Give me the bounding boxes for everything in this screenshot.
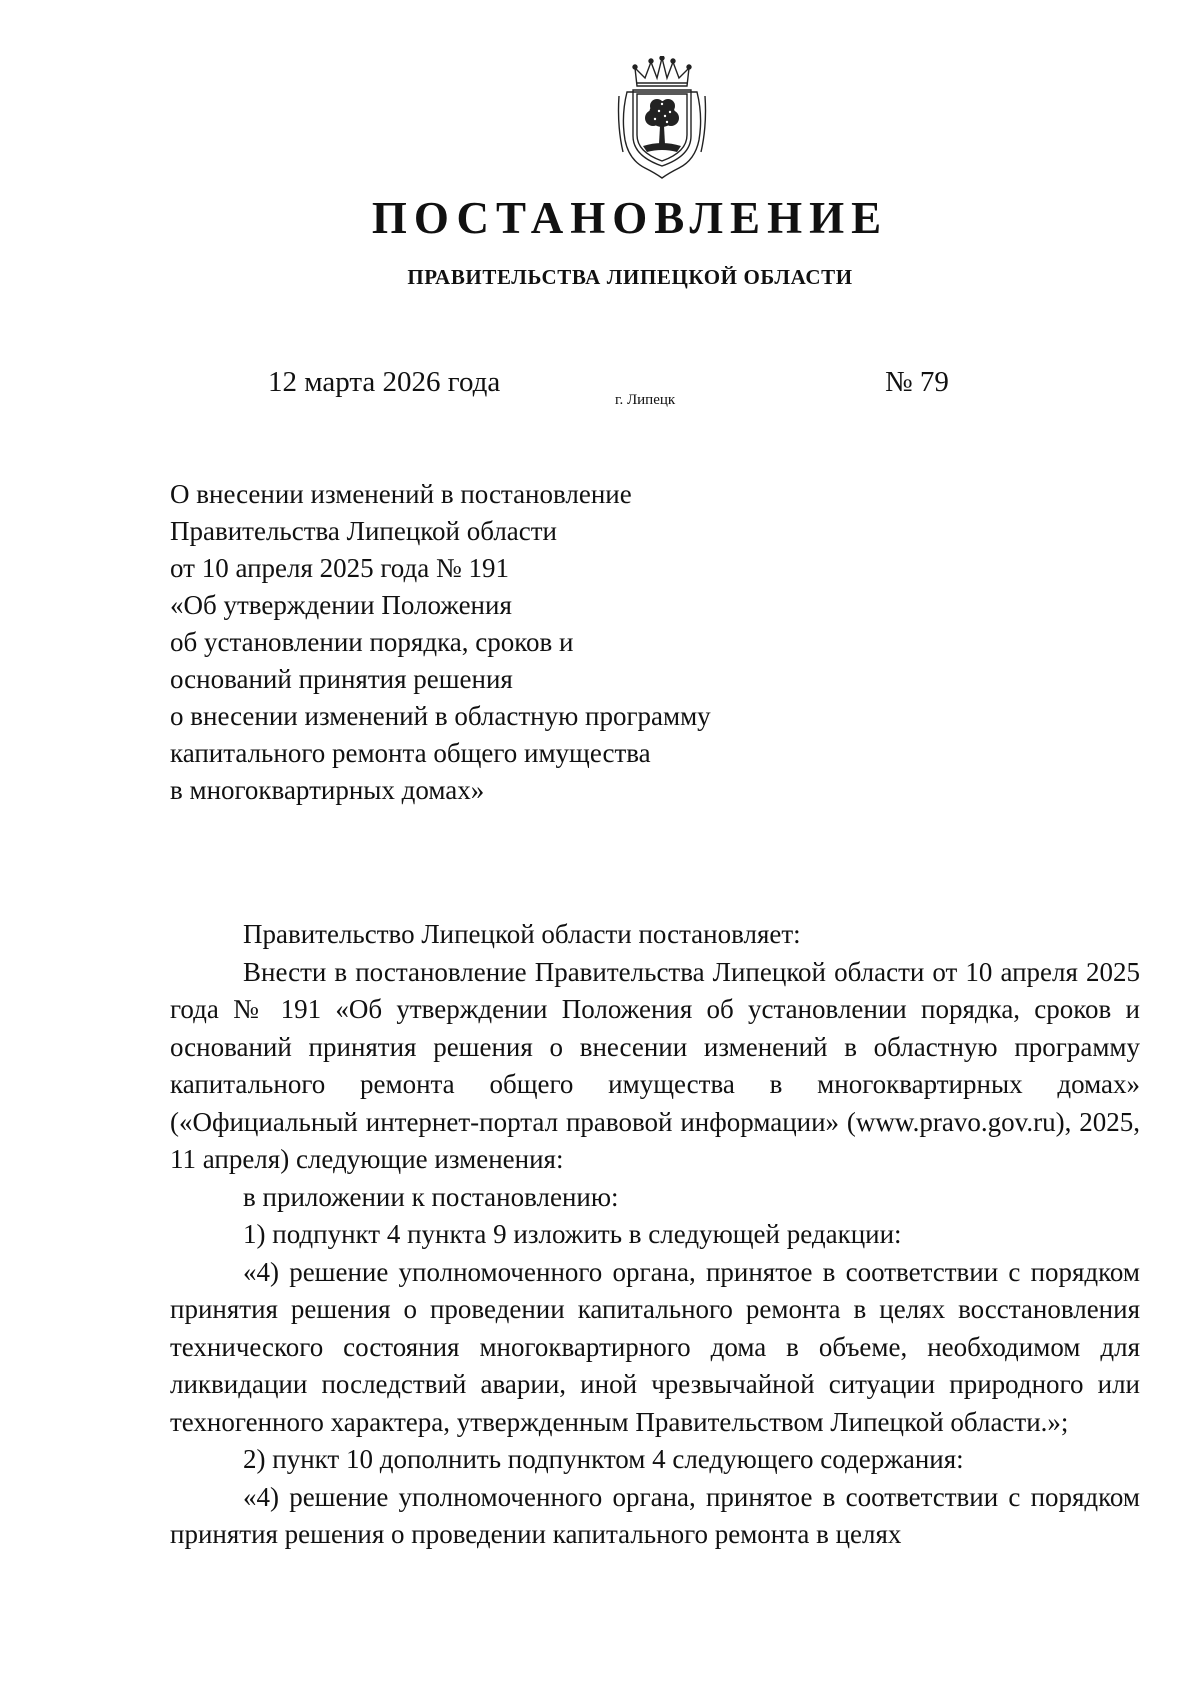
coat-of-arms-icon — [615, 56, 709, 180]
body-paragraph: Правительство Липецкой области постановляет: — [243, 919, 801, 949]
heading-line: от 10 апреля 2025 года № 191 — [170, 553, 510, 583]
heading-line: О внесении изменений в постановление — [170, 479, 632, 509]
body-paragraph: «4) решение уполномоченного органа, принятое в соответствии с порядком принятия решения о проведении капитального ремонта в целях — [170, 1481, 1140, 1549]
heading-line: об установлении порядка, сроков и — [170, 627, 574, 657]
heading-line: Правительства Липецкой области — [170, 516, 558, 546]
document-issuer: ПРАВИТЕЛЬСТВА ЛИПЕЦКОЙ ОБЛАСТИ — [407, 265, 853, 289]
document-title: ПОСТАНОВЛЕНИЕ — [371, 193, 889, 243]
body-paragraph: Внести в постановление Правительства Липецкой области от 10 апреля 2025 года № 191 «Об утверждении Положения об установлении порядка, сроков и оснований принятия решения о внесении изменений в областную программу капитального ремонта общего имущества в многоквартирных домах» («Официальный интернет-портал правовой информации» (www.pravo.gov.ru), 2025, 11 апреля) следующие изменения: — [170, 956, 1140, 1174]
heading-line: оснований принятия решения — [170, 664, 513, 694]
document-city: г. Липецк — [615, 392, 676, 408]
body-paragraph: в приложении к постановлению: — [243, 1181, 619, 1212]
heading-line: «Об утверждении Положения — [170, 590, 512, 620]
body-paragraph: «4) решение уполномоченного органа, принятое в соответствии с порядком принятия решения о проведении капитального ремонта в целях восстановления технического состояния многоквартирного дома в объеме, необходимом для ликвидации последствий аварии, иной чрезвычайной ситуации природного или техногенного характера, утвержденным Правительством Липецкой области.»; — [170, 1256, 1140, 1437]
body-paragraph: 1) подпункт 4 пункта 9 изложить в следующей редакции: — [243, 1219, 902, 1249]
body-paragraph: 2) пункт 10 дополнить подпунктом 4 следующего содержания: — [243, 1444, 964, 1474]
document-number: № 79 — [885, 366, 949, 398]
heading-line: в многоквартирных домах» — [170, 775, 485, 805]
heading-line: капитального ремонта общего имущества — [170, 738, 651, 768]
heading-line: о внесении изменений в областную программу — [170, 701, 711, 731]
document-body — [170, 916, 1140, 1554]
document-date: 12 марта 2026 года — [268, 366, 501, 398]
document-heading — [170, 476, 711, 809]
